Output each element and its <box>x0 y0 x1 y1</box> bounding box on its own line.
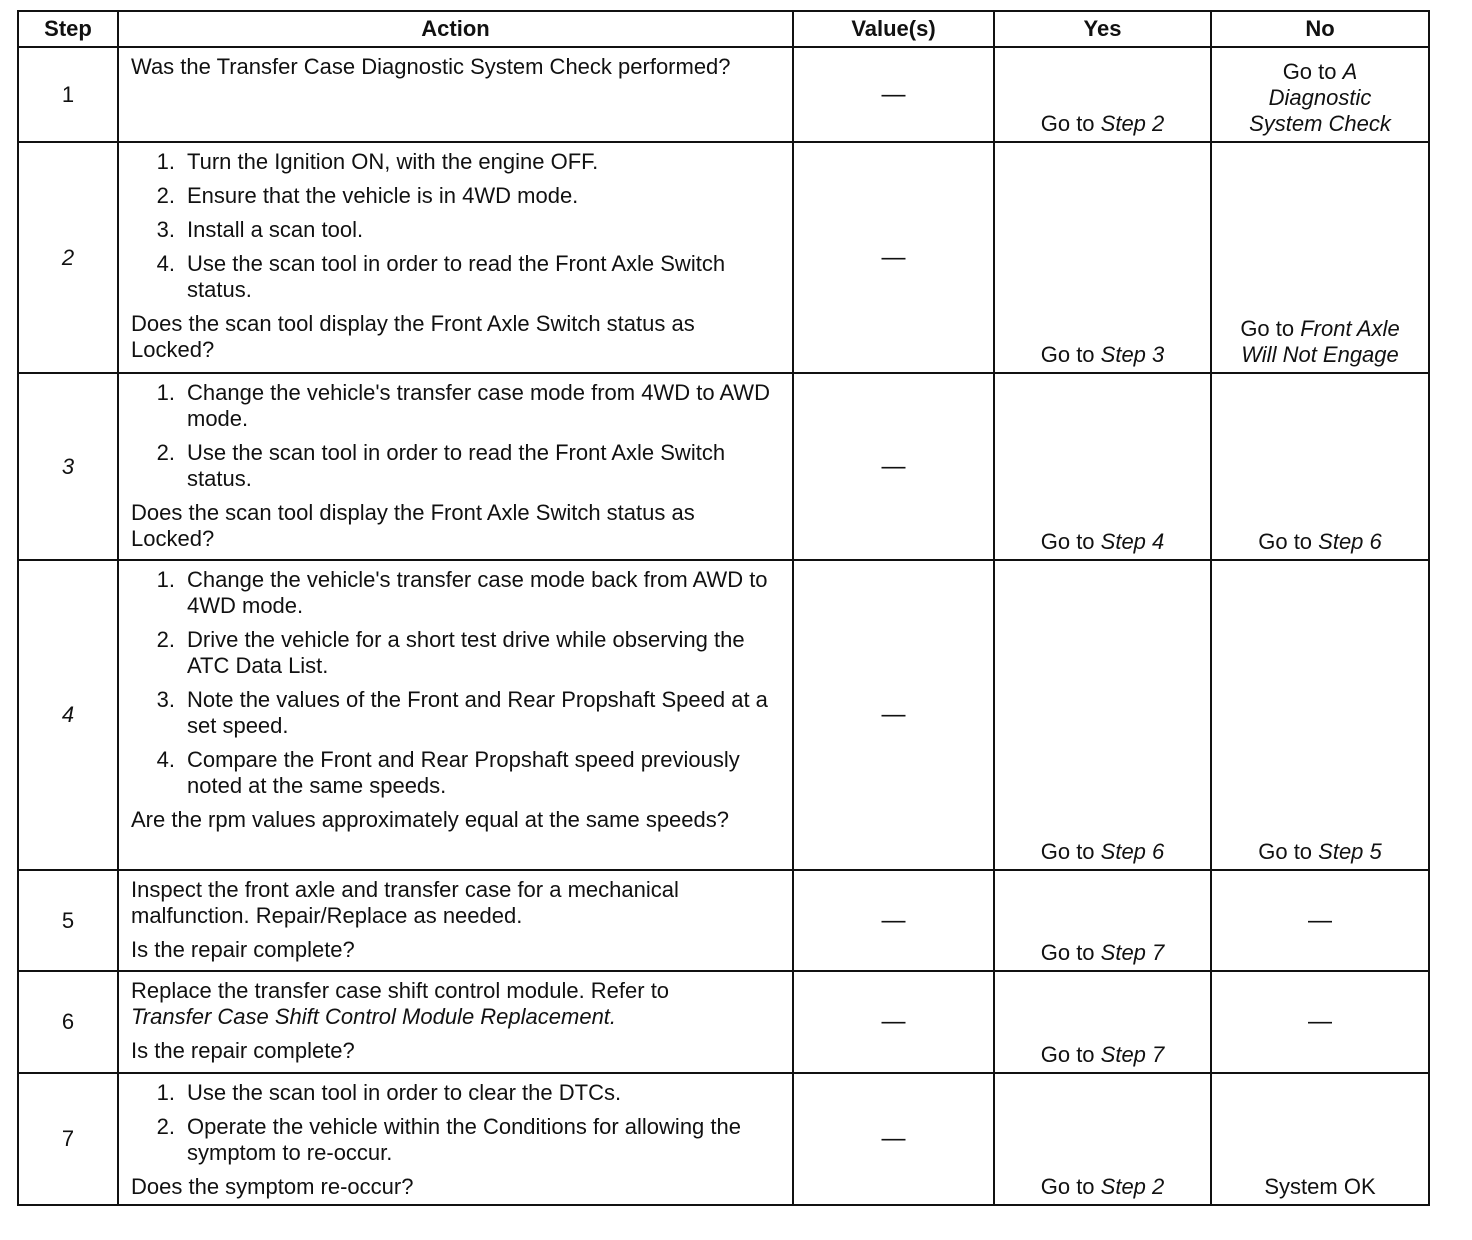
yes-cell <box>994 1073 1211 1205</box>
table-row <box>18 47 1429 142</box>
action-question: Is the repair complete? <box>131 1038 355 1063</box>
table-row <box>18 560 1429 870</box>
table-row <box>18 870 1429 971</box>
no-cell: — <box>1211 870 1429 971</box>
yes-cell <box>994 870 1211 971</box>
action-steps-list <box>131 1080 782 1166</box>
list-item: 2. Operate the vehicle within the Conditions for allowing the symptom to re-occur. <box>156 1114 741 1165</box>
yes-prefix: Go to <box>1040 839 1101 864</box>
no-prefix: Go to <box>1240 316 1301 341</box>
action-cell <box>118 1073 793 1205</box>
yes-step-ref: Step 2 <box>1100 1174 1165 1199</box>
yes-cell <box>994 560 1211 870</box>
list-item: 2. Drive the vehicle for a short test drive while observing the ATC Data List. <box>156 627 745 678</box>
action-text: Inspect the front axle and transfer case for a mechanical malfunction. Repair/Replace as needed. <box>131 877 679 928</box>
action-question: Does the scan tool display the Front Axle Switch status as Locked? <box>131 500 695 551</box>
no-ref-line2: Will Not Engage <box>1241 342 1399 367</box>
header-values: Value(s) <box>793 11 994 47</box>
action-steps-list <box>131 567 782 799</box>
table-row <box>18 1073 1429 1205</box>
yes-step-ref: Step 7 <box>1100 1042 1165 1067</box>
step-number: 4 <box>18 560 118 870</box>
action-question: Does the scan tool display the Front Axle Switch status as Locked? <box>131 311 695 362</box>
value-cell: — <box>793 1073 994 1205</box>
step-number: 7 <box>18 1073 118 1205</box>
yes-prefix: Go to <box>1040 111 1101 136</box>
action-cell <box>118 971 793 1073</box>
action-cell <box>118 142 793 373</box>
action-question: Are the rpm values approximately equal at the same speeds? <box>131 807 729 832</box>
no-cell: System OK <box>1211 1073 1429 1205</box>
yes-step-ref: Step 2 <box>1100 111 1165 136</box>
value-cell: — <box>793 142 994 373</box>
action-cell <box>118 373 793 560</box>
table-row <box>18 373 1429 560</box>
yes-prefix: Go to <box>1040 342 1101 367</box>
list-item: 1. Change the vehicle's transfer case mode from 4WD to AWD mode. <box>156 380 770 431</box>
action-reference: Transfer Case Shift Control Module Replacement. <box>131 1004 617 1029</box>
yes-cell <box>994 971 1211 1073</box>
no-cell: — <box>1211 971 1429 1073</box>
list-item: 3. Install a scan tool. <box>156 217 364 242</box>
step-number: 6 <box>18 971 118 1073</box>
yes-cell <box>994 142 1211 373</box>
yes-step-ref: Step 7 <box>1100 940 1165 965</box>
list-item: 4. Compare the Front and Rear Propshaft speed previously noted at the same speeds. <box>156 747 740 798</box>
no-prefix: Go to <box>1258 529 1319 554</box>
action-cell <box>118 560 793 870</box>
list-item: 1. Turn the Ignition ON, with the engine OFF. <box>156 149 599 174</box>
no-step-ref: Step 5 <box>1318 839 1382 864</box>
step-number: 2 <box>18 142 118 373</box>
action-question: Is the repair complete? <box>131 937 355 962</box>
action-text: Replace the transfer case shift control module. Refer to <box>131 978 670 1003</box>
action-steps-list <box>131 380 782 492</box>
header-row <box>18 11 1429 47</box>
value-cell: — <box>793 373 994 560</box>
no-ref-line2: Diagnostic <box>1268 85 1372 110</box>
yes-step-ref: Step 6 <box>1100 839 1165 864</box>
list-item: 2. Ensure that the vehicle is in 4WD mode. <box>156 183 579 208</box>
list-item: 1. Use the scan tool in order to clear the DTCs. <box>156 1080 622 1105</box>
list-item: 4. Use the scan tool in order to read the Front Axle Switch status. <box>156 251 726 302</box>
value-cell: — <box>793 560 994 870</box>
step-number: 1 <box>18 47 118 142</box>
list-item: 1. Change the vehicle's transfer case mode back from AWD to 4WD mode. <box>156 567 768 618</box>
action-question: Does the symptom re-occur? <box>131 1174 414 1199</box>
yes-step-ref: Step 3 <box>1100 342 1165 367</box>
header-action: Action <box>118 11 793 47</box>
no-prefix: Go to <box>1258 839 1319 864</box>
action-cell <box>118 47 793 142</box>
value-cell: — <box>793 870 994 971</box>
yes-prefix: Go to <box>1040 529 1101 554</box>
yes-cell <box>994 373 1211 560</box>
no-ref-line3: System Check <box>1249 111 1391 136</box>
no-ref-line1: Front Axle <box>1300 316 1400 341</box>
table-row <box>18 142 1429 373</box>
no-ref-line1: A <box>1342 59 1358 84</box>
action-steps-list <box>131 149 782 303</box>
no-prefix: Go to <box>1282 59 1343 84</box>
no-cell <box>1211 47 1429 142</box>
yes-prefix: Go to <box>1040 1042 1101 1067</box>
action-text: Was the Transfer Case Diagnostic System Check performed? <box>131 54 731 79</box>
header-step: Step <box>18 11 118 47</box>
yes-cell <box>994 47 1211 142</box>
list-item: 3. Note the values of the Front and Rear Propshaft Speed at a set speed. <box>156 687 768 738</box>
no-cell <box>1211 560 1429 870</box>
yes-prefix: Go to <box>1040 940 1101 965</box>
yes-step-ref: Step 4 <box>1100 529 1165 554</box>
value-cell: — <box>793 971 994 1073</box>
yes-prefix: Go to <box>1040 1174 1101 1199</box>
header-yes: Yes <box>994 11 1211 47</box>
header-no: No <box>1211 11 1429 47</box>
value-cell: — <box>793 47 994 142</box>
no-step-ref: Step 6 <box>1318 529 1382 554</box>
no-cell <box>1211 142 1429 373</box>
action-cell <box>118 870 793 971</box>
step-number: 5 <box>18 870 118 971</box>
diagnostic-table <box>17 10 1430 1206</box>
no-cell <box>1211 373 1429 560</box>
list-item: 2. Use the scan tool in order to read the Front Axle Switch status. <box>156 440 726 491</box>
table-row <box>18 971 1429 1073</box>
step-number: 3 <box>18 373 118 560</box>
